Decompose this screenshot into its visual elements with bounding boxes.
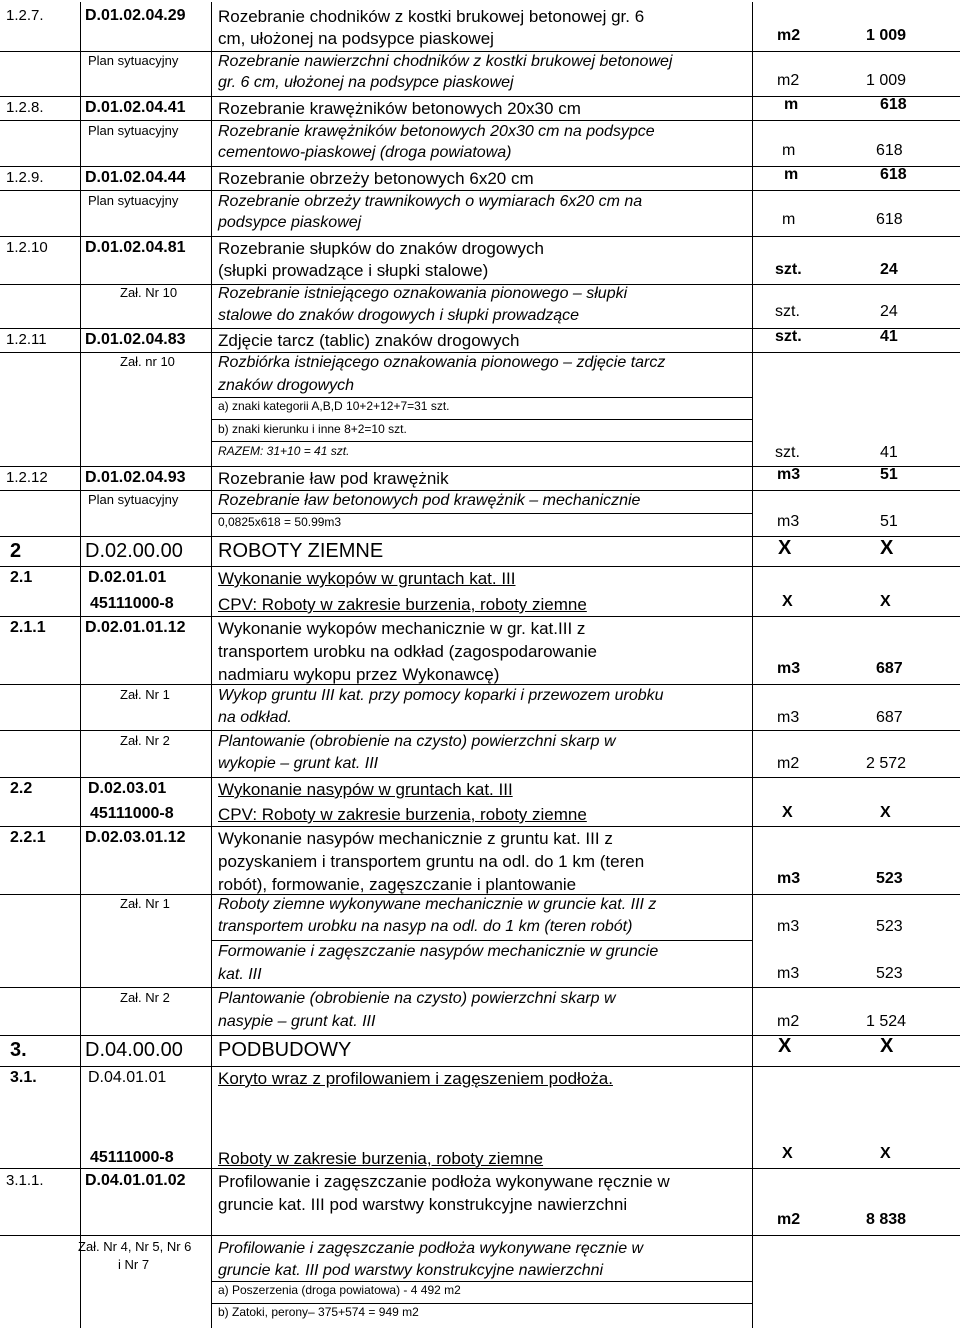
cell-text: 523 [876,870,903,887]
cell-text: m [782,142,796,159]
cell-text: 8 838 [866,1211,907,1228]
cell-text: X [880,537,894,559]
cell-text: Zał. Nr 4, Nr 5, Nr 6 [78,1239,192,1254]
cell-text: Plantowanie (obrobienie na czysto) powierzchni skarp w [218,733,616,750]
cell-text: m [784,166,799,183]
cell-text: 45111000-8 [90,595,174,612]
cell-text: 2.1.1 [10,619,46,636]
cell-text: podsypce piaskowej [218,214,362,231]
cell-text: i Nr 7 [118,1257,150,1272]
cell-text: 51 [880,466,898,483]
cell-text: m2 [777,1013,800,1030]
cell-text: 1.2.11 [6,331,47,348]
cell-text: D.01.02.04.93 [85,469,186,486]
cell-text: 3.1. [10,1069,37,1086]
cell-text: m3 [777,870,801,887]
cell-text: D.02.03.01 [88,780,167,797]
cell-text: kat. III [218,966,262,983]
cell-text: X [782,593,793,610]
cell-text: X [782,804,793,821]
cell-text: Rozebranie ław betonowych pod krawężnik – mechanicznie [218,492,641,509]
cell-text: szt. [775,261,802,278]
cell-text: 1 009 [866,72,907,89]
cell-text: m3 [777,709,800,726]
cell-text: Rozebranie nawierzchni chodników z kostki brukowej betonowej [218,53,673,70]
cell-text: m2 [777,755,800,772]
cell-text: D.02.03.01.12 [85,829,186,846]
cell-text: 3.1.1. [6,1172,44,1189]
cell-text: wykopie – grunt kat. III [218,755,379,772]
cell-text: 687 [876,660,903,677]
cell-text: m2 [777,1211,801,1228]
cell-text: pozyskaniem i transportem gruntu na odl. do 1 km (teren [218,852,645,871]
cell-text: m [782,211,796,228]
cell-text: Wykonanie wykopów w gruntach kat. III [218,569,516,588]
cell-text: X [778,537,792,559]
cell-text: m [784,96,799,113]
cell-text: 2 572 [866,755,907,772]
cell-text: X [880,1145,891,1162]
cell-text: nadmiaru wykopu przez Wykonawcę) [218,665,500,684]
cell-text: 2.2 [10,780,33,797]
cell-text: m2 [777,72,800,89]
cell-text: D.01.02.04.29 [85,7,186,24]
cell-text: X [782,1145,793,1162]
cell-text: D.02.01.01 [88,569,167,586]
cell-text: cm, ułożonej na podsypce piaskowej [218,29,494,48]
cell-text: CPV: Roboty w zakresie burzenia, roboty ziemne [218,805,587,824]
cell-text: 523 [876,965,903,982]
cell-text: gr. 6 cm, ułożonej na podsypce piaskowej [218,74,514,91]
cell-text: 24 [880,261,898,278]
cell-text: X [880,804,891,821]
cell-text: a) Poszerzenia (droga powiatowa) - 4 492 m2 [218,1283,461,1297]
cell-text: 1.2.10 [6,239,48,256]
cell-text: 2.1 [10,569,33,586]
cell-text: X [880,1035,894,1057]
cell-text: cementowo-piaskowej (droga powiatowa) [218,144,512,161]
cell-text: 1.2.7. [6,7,44,24]
cell-text: D.01.02.04.83 [85,331,186,348]
cell-text: (słupki prowadzące i słupki stalowe) [218,261,489,280]
cell-text: gruncie kat. III pod warstwy konstrukcyjne nawierzchni [218,1262,604,1279]
cell-text: Rozebranie obrzeży betonowych 6x20 cm [218,169,534,188]
cell-text: 0,0825x618 = 50.99m3 [218,515,342,529]
cell-text: Zdjęcie tarcz (tablic) znaków drogowych [218,331,520,350]
cell-text: m3 [777,466,801,483]
cell-text: RAZEM: 31+10 = 41 szt. [218,444,350,458]
cell-text: Rozebranie ław pod krawężnik [218,469,449,488]
cell-text: Zał. Nr 1 [120,896,170,911]
cell-text: transportem urobku na nasyp na odl. do 1 km (teren robót) [218,918,633,935]
cell-text: Rozebranie istniejącego oznakowania pionowego – słupki [218,285,628,302]
cell-text: m3 [777,965,800,982]
cell-text: 41 [880,328,898,345]
cell-text: transportem urobku na odkład (zagospodarowanie [218,642,597,661]
cell-text: 1.2.8. [6,99,44,116]
cell-text: 687 [876,709,903,726]
cell-text: X [778,1035,792,1057]
cell-text: szt. [775,328,802,345]
cell-text: D.01.02.04.41 [85,99,186,116]
cell-text: Zał. Nr 1 [120,687,170,702]
cell-text: D.01.02.04.81 [85,239,186,256]
cell-text: 1 524 [866,1013,907,1030]
cell-text: szt. [775,303,800,320]
cell-text: Koryto wraz z profilowaniem i zagęszeniem podłoża. [218,1069,613,1088]
cell-text: m3 [777,918,800,935]
cell-text: 45111000-8 [90,1149,174,1166]
cell-text: 45111000-8 [90,805,174,822]
cell-text: gruncie kat. III pod warstwy konstrukcyjne nawierzchni [218,1195,628,1214]
cell-text: Zał. Nr 2 [120,990,170,1005]
cell-text: 523 [876,918,903,935]
cell-text: m3 [777,513,800,530]
cell-text: a) znaki kategorii A,B,D 10+2+12+7=31 szt. [218,399,450,413]
cell-text: Plantowanie (obrobienie na czysto) powierzchni skarp w [218,990,616,1007]
cell-text: 1 009 [866,27,907,44]
cell-text: Plan sytuacyjny [88,492,179,507]
cell-text: X [880,593,891,610]
cell-text: ROBOTY ZIEMNE [218,540,384,562]
cell-text: CPV: Roboty w zakresie burzenia, roboty ziemne [218,595,587,614]
cell-text: Profilowanie i zagęszczanie podłoża wykonywane ręcznie w [218,1240,644,1257]
cell-text: D.04.01.01.02 [85,1172,186,1189]
cell-text: b) Zatoki, perony– 375+574 = 949 m2 [218,1305,419,1319]
cell-text: Rozbiórka istniejącego oznakowania pionowego – zdjęcie tarcz [218,354,666,371]
cell-text: Wykonanie nasypów w gruntach kat. III [218,780,513,799]
cell-text: 2.2.1 [10,829,46,846]
cell-text: znaków drogowych [218,377,355,394]
cell-text: Plan sytuacyjny [88,193,179,208]
cell-text: na odkład. [218,709,292,726]
cell-text: Rozebranie słupków do znaków drogowych [218,239,545,258]
cell-text: Zał. Nr 2 [120,733,170,748]
cell-text: Roboty ziemne wykonywane mechanicznie w gruncie kat. III z [218,896,657,913]
cell-text: D.02.01.01.12 [85,619,186,636]
cell-text: 618 [876,211,903,228]
cell-text: Roboty w zakresie burzenia, roboty ziemne [218,1149,544,1168]
cell-text: m2 [777,27,801,44]
cell-text: Wykop gruntu III kat. przy pomocy koparki i przewozem urobku [218,687,664,704]
cell-text: nasypie – grunt kat. III [218,1013,376,1030]
cell-text: Zał. nr 10 [120,354,175,369]
cell-text: 3. [10,1039,27,1061]
cell-text: D.02.00.00 [85,540,183,562]
cell-text: Rozebranie krawężników betonowych 20x30 cm [218,99,581,118]
cell-text: Rozebranie krawężników betonowych 20x30 cm na podsypce [218,123,655,140]
cell-text: D.04.01.01 [88,1069,167,1086]
cell-text: 1.2.9. [6,169,44,186]
cell-text: 24 [880,303,898,320]
cell-text: Plan sytuacyjny [88,123,179,138]
cell-text: Profilowanie i zagęszczanie podłoża wykonywane ręcznie w [218,1172,670,1191]
cell-text: 2 [10,540,22,562]
cell-text: m3 [777,660,801,677]
cell-text: robót), formowanie, zagęszczanie i plantowanie [218,875,577,894]
cell-text: 41 [880,444,898,461]
cell-text: Zał. Nr 10 [120,285,178,300]
cell-text: stalowe do znaków drogowych i słupki prowadzące [218,307,580,324]
cell-text: Rozebranie obrzeży trawnikowych o wymiarach 6x20 cm na [218,193,643,210]
cell-text: Wykonanie wykopów mechanicznie w gr. kat.III z [218,619,586,638]
cell-text: PODBUDOWY [218,1039,352,1061]
cell-text: szt. [775,444,800,461]
cell-text: D.01.02.04.44 [85,169,186,186]
cell-text: Formowanie i zagęszczanie nasypów mechanicznie w gruncie [218,943,659,960]
cell-text: Wykonanie nasypów mechanicznie z gruntu kat. III z [218,829,613,848]
cell-text: 618 [876,142,903,159]
cell-text: 618 [880,96,907,113]
cell-text: D.04.00.00 [85,1039,183,1061]
cell-text: 1.2.12 [6,469,48,486]
cell-text: Rozebranie chodników z kostki brukowej betonowej gr. 6 [218,7,645,26]
cell-text: b) znaki kierunku i inne 8+2=10 szt. [218,422,407,436]
cell-text: Plan sytuacyjny [88,53,179,68]
cell-text: 618 [880,166,907,183]
cell-text: 51 [880,513,898,530]
